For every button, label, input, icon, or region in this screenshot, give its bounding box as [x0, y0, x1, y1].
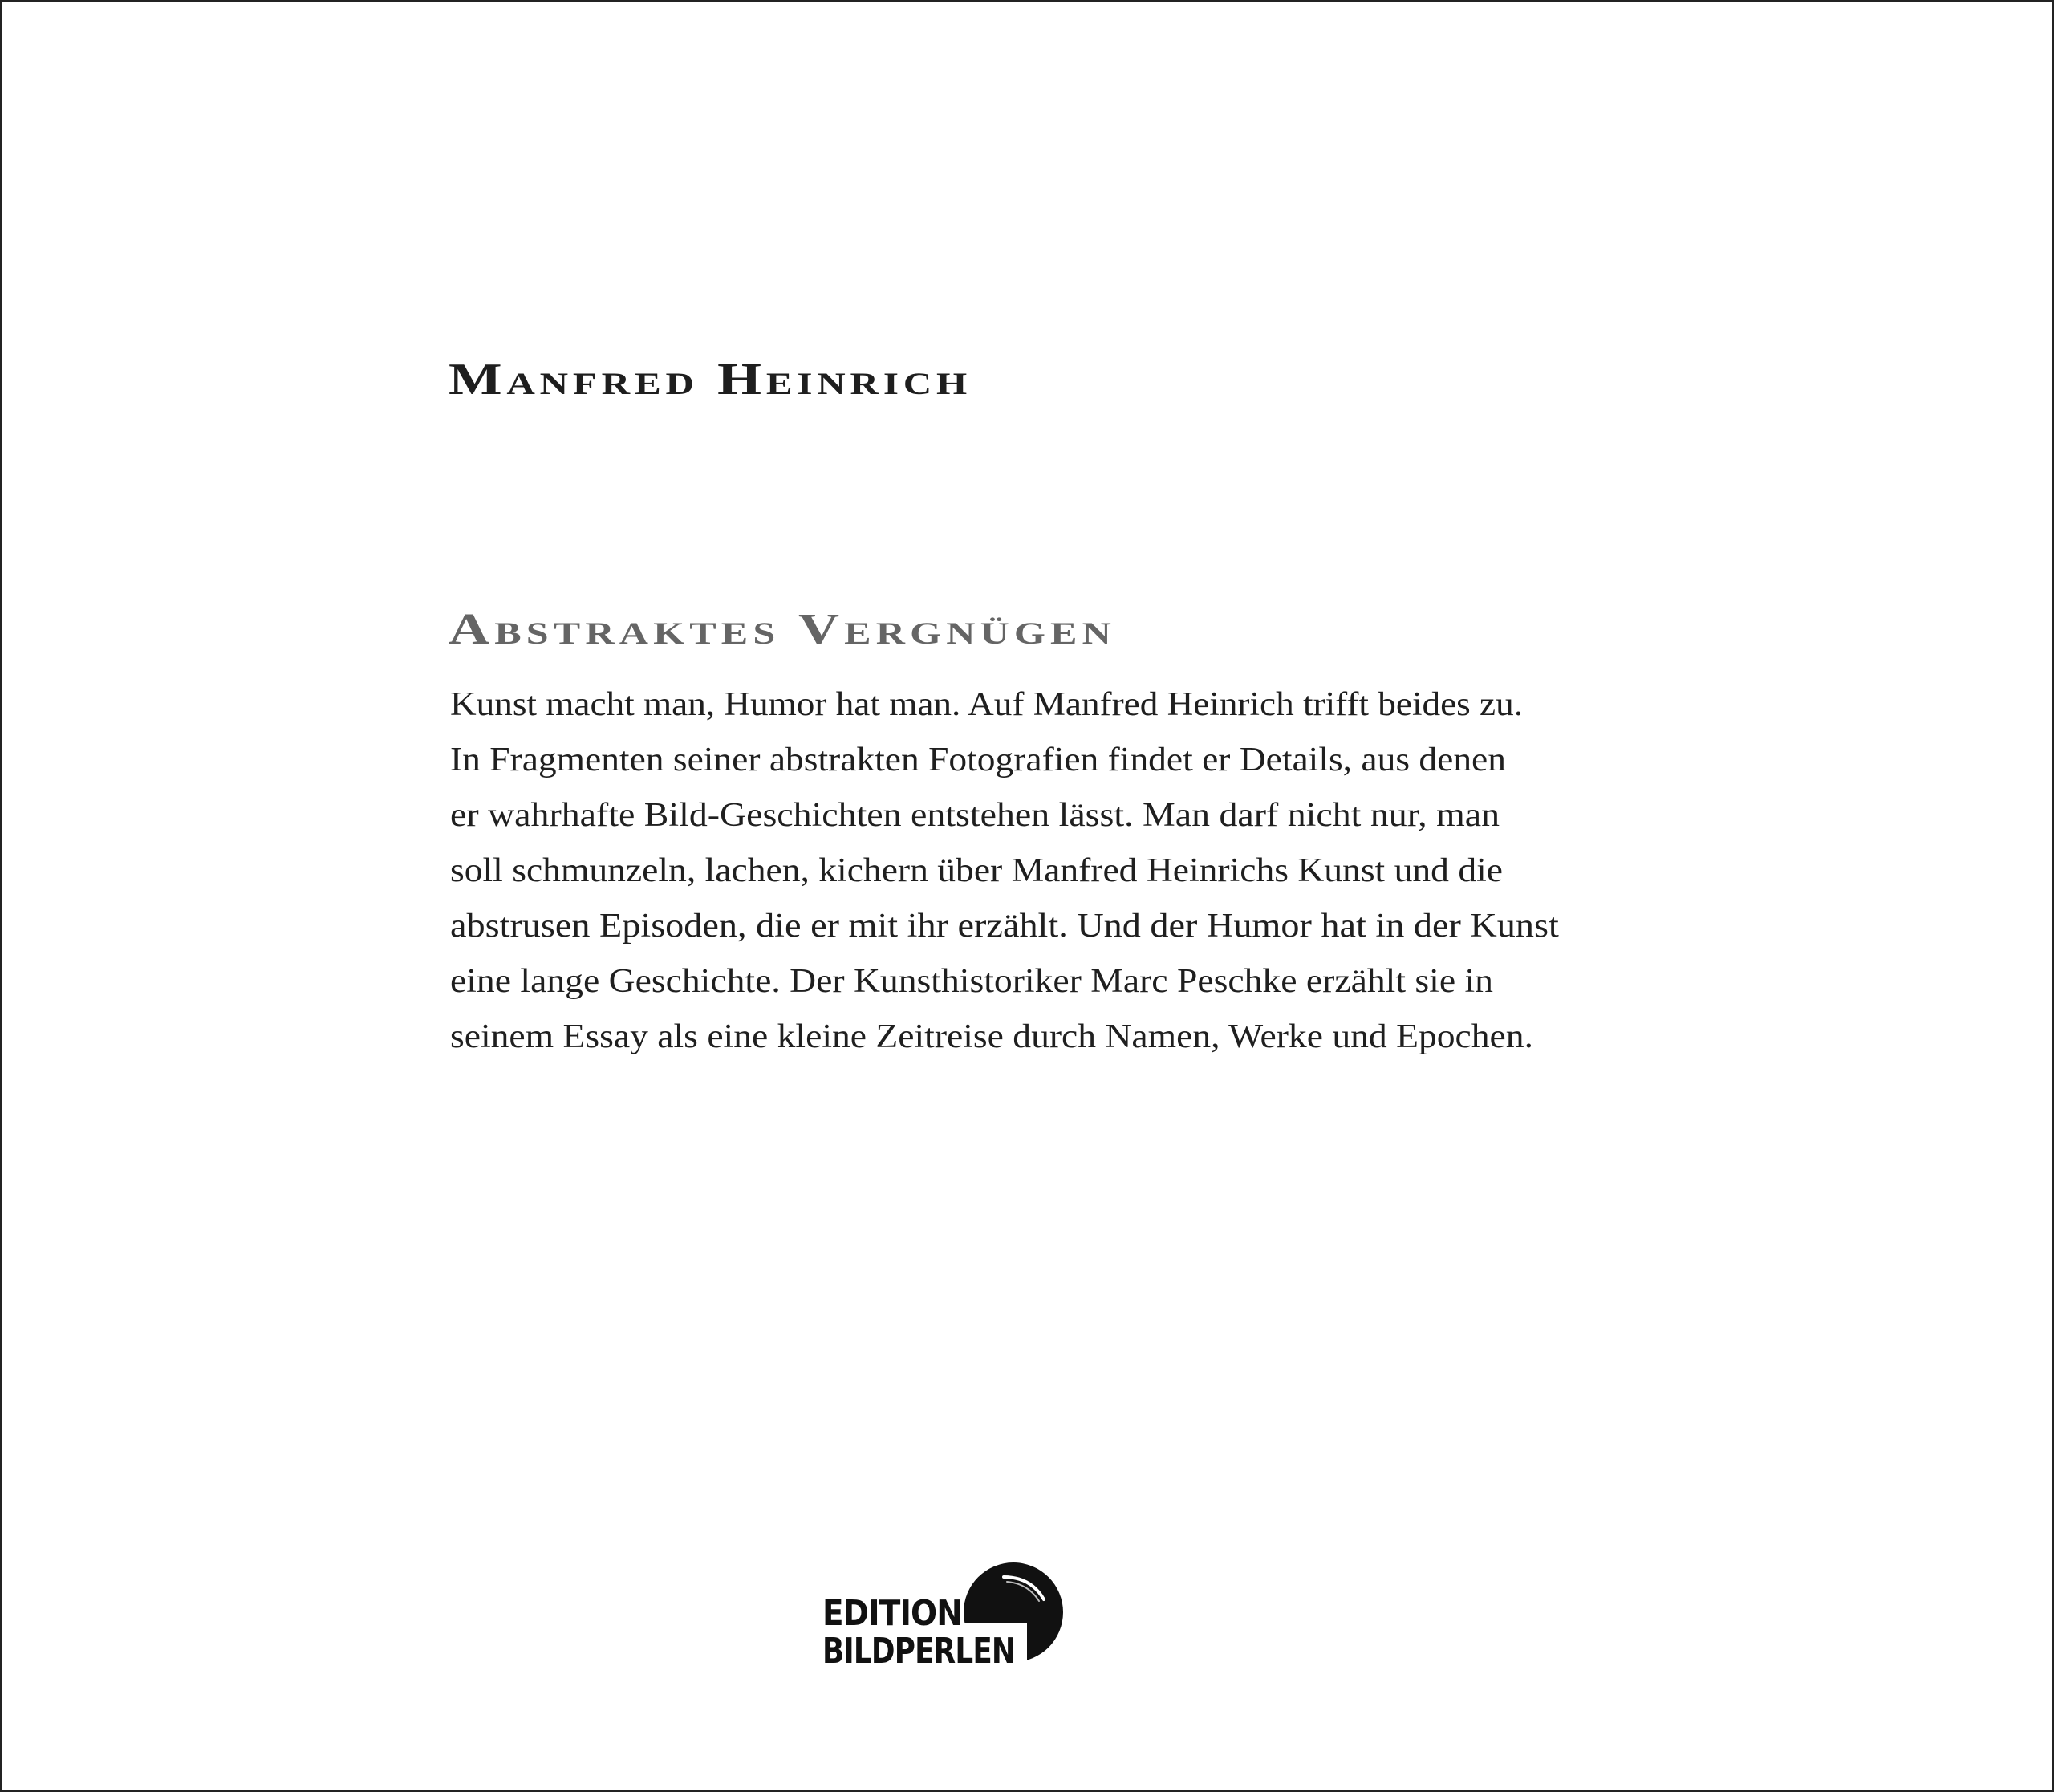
book-title: Abstraktes Vergnügen	[449, 604, 1116, 653]
blurb-text	[450, 685, 1559, 1072]
publisher-logo	[821, 1559, 1070, 1672]
blurb-line: abstrusen Episoden, die er mit ihr erzählt. Und der Humor hat in der Kunst	[450, 908, 1559, 945]
blurb-line: eine lange Geschichte. Der Kunsthistoriker Marc Peschke erzählt sie in	[450, 963, 1493, 1000]
blurb-line: soll schmunzeln, lachen, kichern über Manfred Heinrichs Kunst und die	[450, 852, 1503, 889]
blurb-line: In Fragmenten seiner abstrakten Fotografien findet er Details, aus denen	[450, 742, 1506, 778]
blurb-line: Kunst macht man, Humor hat man. Auf Manfred Heinrich trifft beides zu.	[450, 686, 1523, 723]
blurb-line: er wahrhafte Bild-Geschichten entstehen lässt. Man darf nicht nur, man	[450, 797, 1500, 834]
blurb-line: seinem Essay als eine kleine Zeitreise durch Namen, Werke und Epochen.	[450, 1018, 1533, 1055]
logo-line-edition: EDITION	[822, 1593, 962, 1634]
logo-line-bildperlen: BILDPERLEN	[822, 1631, 1015, 1672]
author-name: Manfred Heinrich	[449, 355, 972, 404]
